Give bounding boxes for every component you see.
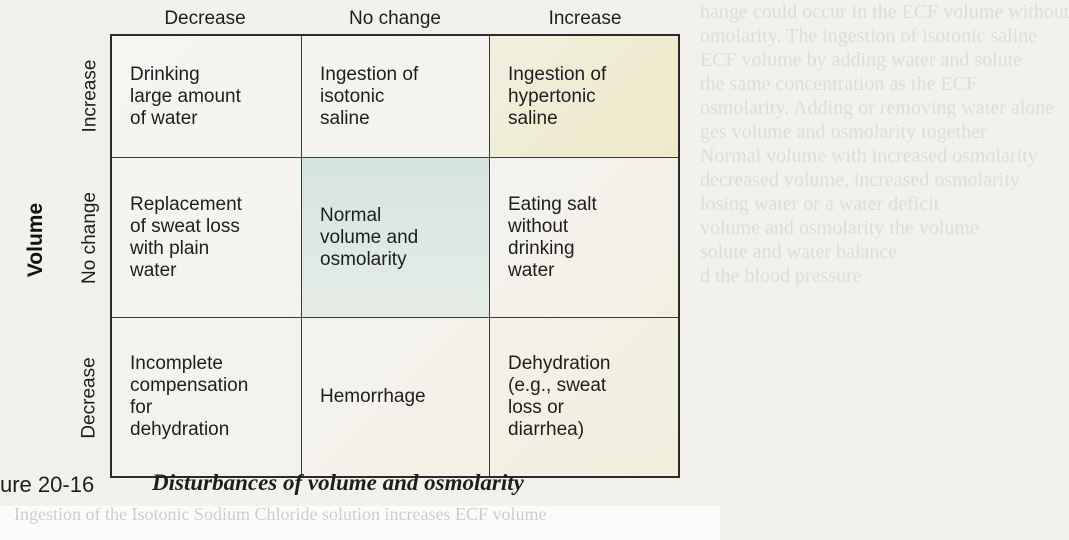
cell-decrease-no-change: Hemorrhage xyxy=(302,318,490,476)
cell-increase-no-change: Ingestion of isotonic saline xyxy=(302,36,490,158)
column-header-increase: Increase xyxy=(548,8,622,29)
row-header-decrease xyxy=(72,318,108,478)
background-text-line: solute and water balance xyxy=(700,241,898,263)
background-text-line: Normal volume with increased osmolarity xyxy=(700,145,1038,167)
volume-axis-label xyxy=(16,200,56,280)
background-text-line: ECF volume by adding water and solute xyxy=(700,49,1023,71)
column-header-no-change: No change xyxy=(349,8,441,29)
row-header-no-change-text: No change xyxy=(79,192,100,284)
background-text-line: decreased volume, increased osmolarity xyxy=(700,169,1020,191)
column-header-decrease: Decrease xyxy=(164,8,246,29)
background-text-line: omolarity. The ingestion of isotonic saline xyxy=(700,25,1038,47)
background-text-line: ges volume and osmolarity together xyxy=(700,121,987,143)
row-header-no-change xyxy=(72,158,108,318)
figure-title: Disturbances of volume and osmolarity xyxy=(152,470,524,495)
row-header-increase-text: Increase xyxy=(79,59,100,133)
cell-no-change-no-change: Normal volume and osmolarity xyxy=(302,158,490,318)
cell-increase-increase: Ingestion of hypertonic saline xyxy=(490,36,678,158)
figure-number: ure 20-16 xyxy=(0,472,95,497)
cell-no-change-decrease: Replacement of sweat loss with plain water xyxy=(112,158,302,318)
background-text-line: the same concentration as the ECF xyxy=(700,73,978,95)
background-text-line: losing water or a water deficit xyxy=(700,193,940,215)
bottom-page-text: Ingestion of the Isotonic Sodium Chloride solution increases ECF volume xyxy=(14,504,547,524)
cell-no-change-increase: Eating salt without drinking water xyxy=(490,158,678,318)
background-text-line: d the blood pressure xyxy=(700,265,862,287)
volume-osmolarity-grid xyxy=(110,34,680,478)
volume-axis-label-text: Volume xyxy=(24,202,48,278)
background-text-line: osmolarity. Adding or removing water alone xyxy=(700,97,1055,119)
cell-decrease-increase: Dehydration (e.g., sweat loss or diarrhea) xyxy=(508,353,611,440)
bottom-band xyxy=(0,506,720,540)
row-header-increase xyxy=(72,36,108,156)
background-text-line: hange could occur in the ECF volume without xyxy=(700,1,1069,23)
cell-decrease-decrease: Incomplete compensation for dehydration xyxy=(112,318,302,476)
background-text-line: volume and osmolarity the volume xyxy=(700,217,979,239)
cell-increase-decrease: Drinking large amount of water xyxy=(112,36,302,158)
row-header-decrease-text: Decrease xyxy=(79,357,101,439)
figure-caption xyxy=(0,468,720,500)
